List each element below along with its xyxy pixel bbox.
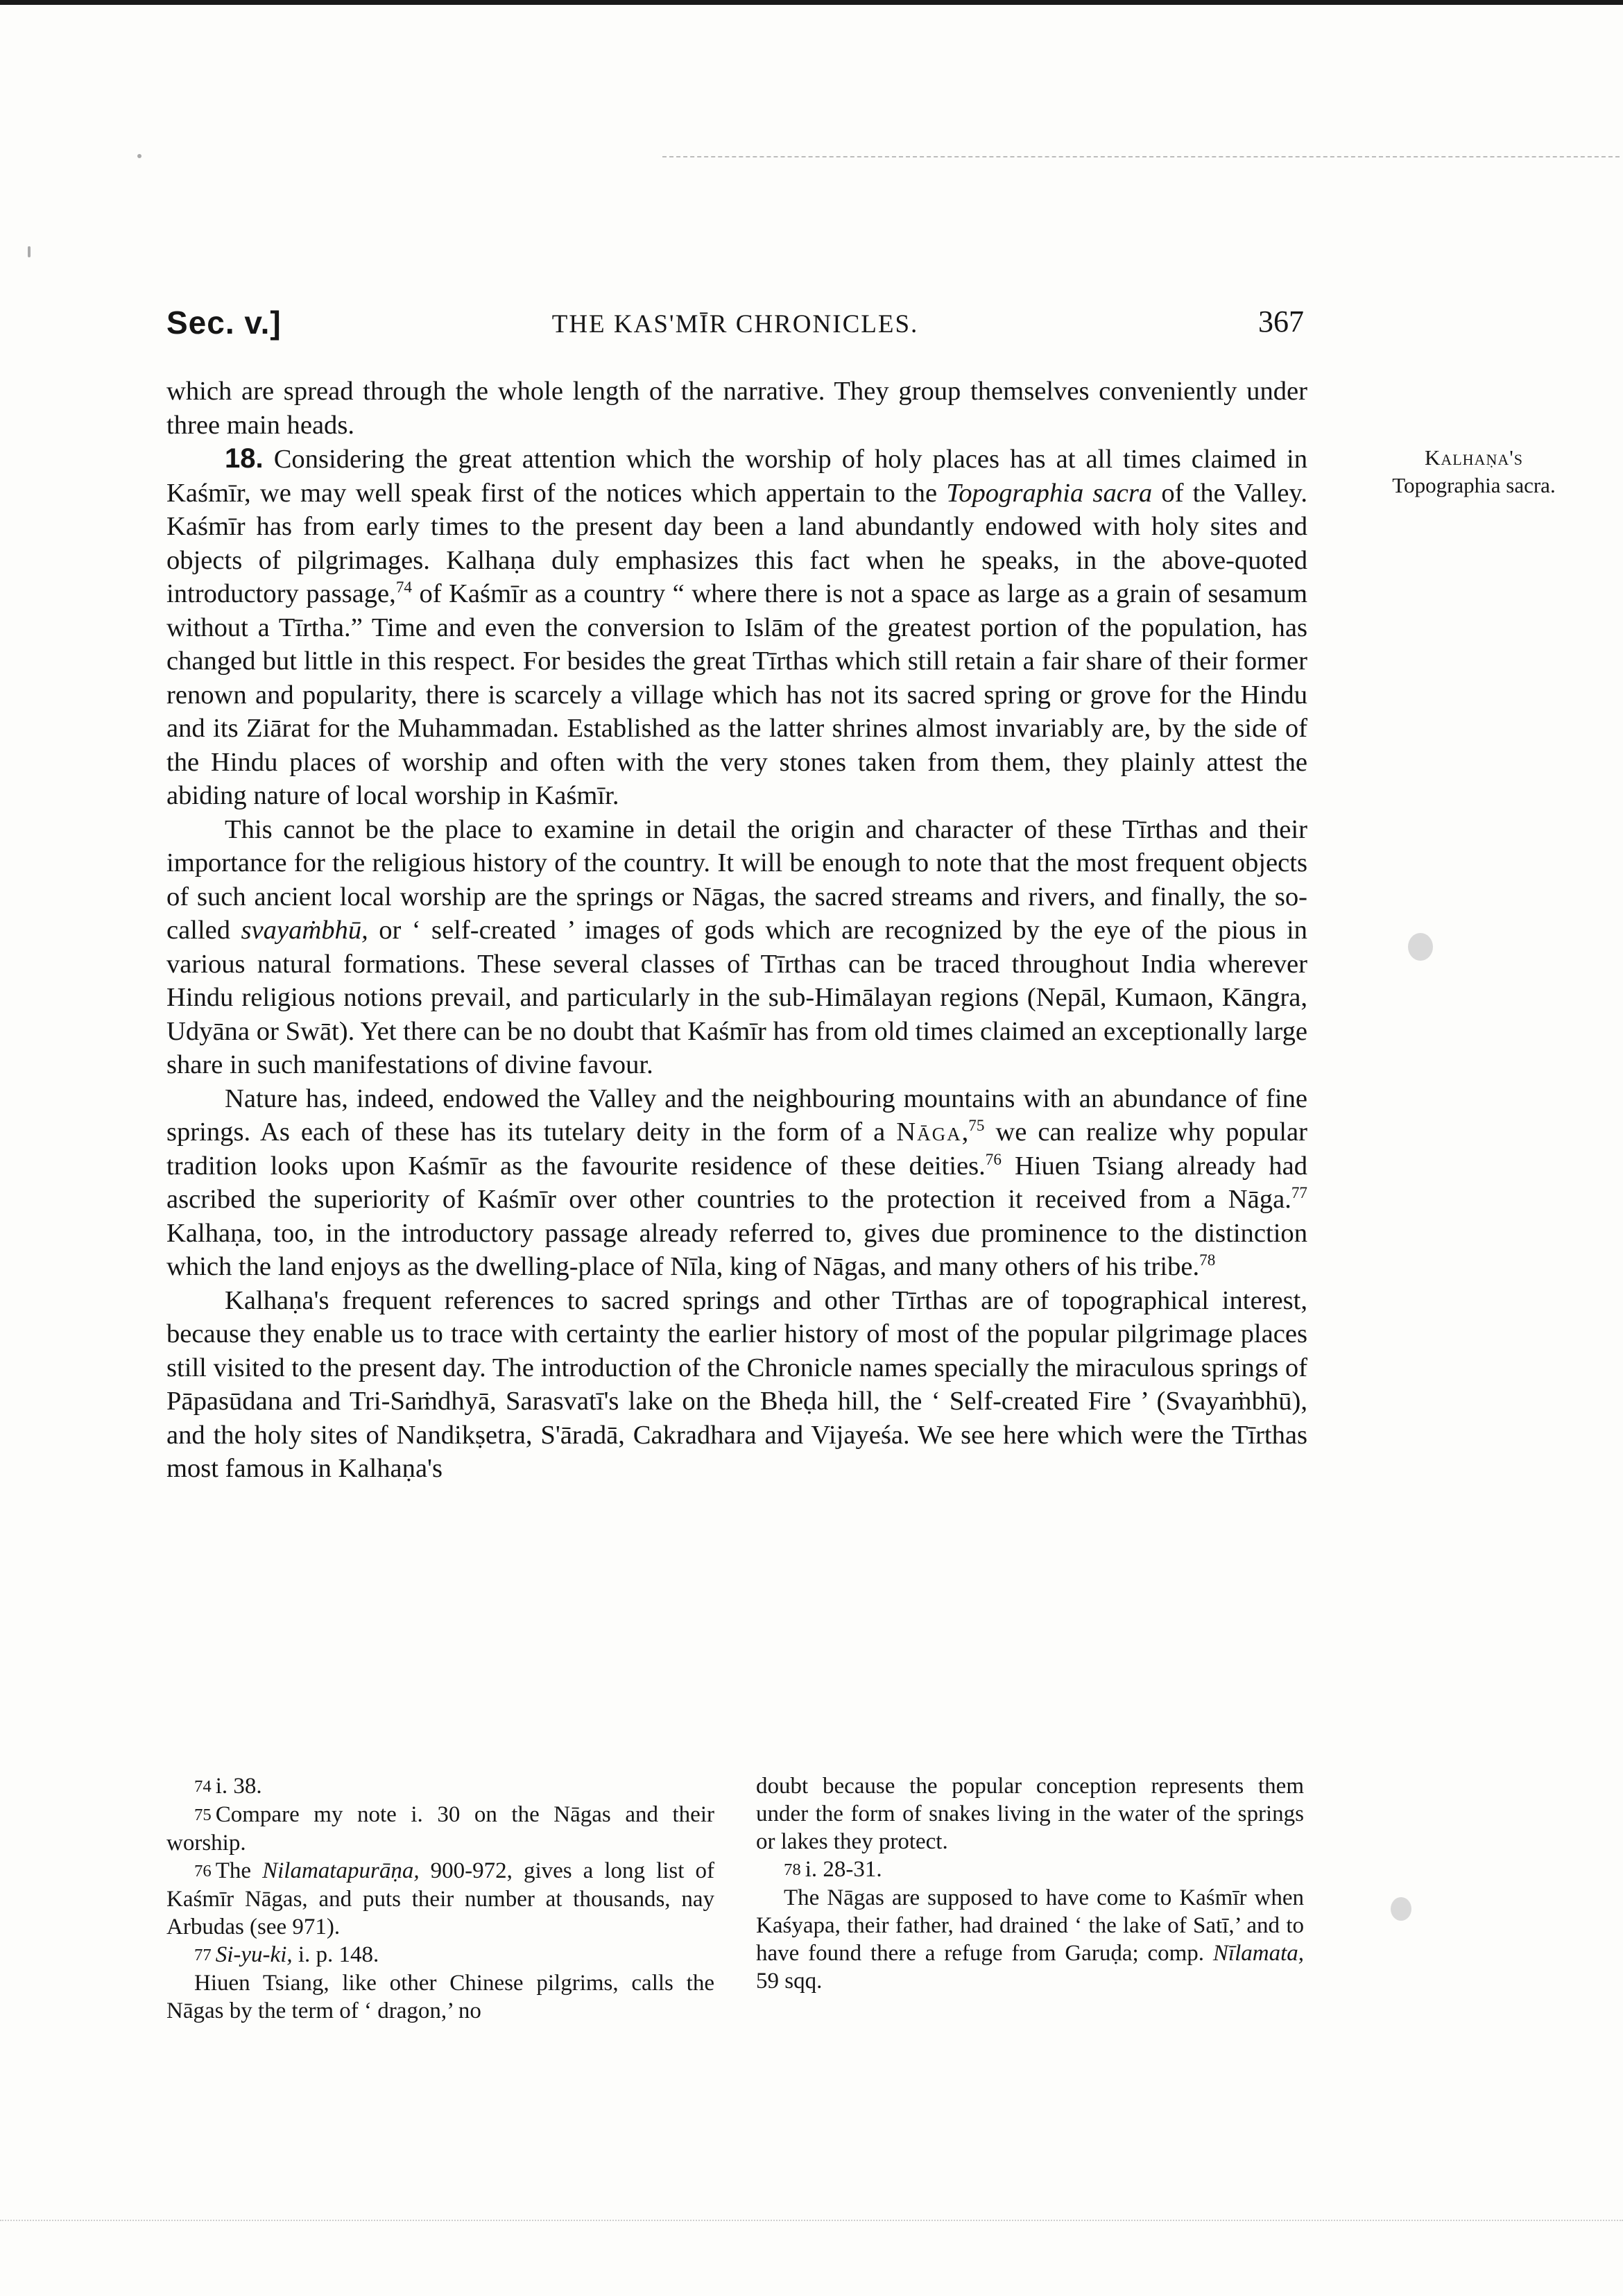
footnote-77-continued: Hiuen Tsiang, like other Chinese pilgrims, calls the Nāgas by the term of ‘ dragon,’ no	[166, 1971, 714, 2023]
footnote-77: 77 Si-yu-ki, i. p. 148.	[194, 1942, 379, 1967]
footnote-74: 74 i. 38.	[194, 1774, 262, 1799]
page-number: 367	[1258, 305, 1304, 339]
scan-speck	[1408, 933, 1433, 961]
paragraph: Kalhaṇa's frequent references to sacred springs and other Tīrthas are of topographical interest, because they enable us to trace with certainty the earlier history of most of the popular pilgrimage places still visited to the present day. The introduction of the Chronicle names specially the miraculous springs of Pāpasūdana and Tri-Saṁdhyā, Sarasvatī's lake on the Bheḍa hill, the ‘ Self-created Fire ’ (Svayaṁbhū), and the holy sites of Nandikṣetra, S'āradā, Cakradhara and Vijayeśa. We see here which were the Tīrthas most famous in Kalhaṇa's	[166, 1285, 1307, 1483]
running-title: THE KAS'MĪR CHRONICLES.	[551, 310, 919, 339]
footnotes-right-column	[756, 1772, 1304, 1995]
margin-note	[1325, 444, 1623, 499]
paragraph: This cannot be the place to examine in detail the origin and character of these Tīrthas and their importance for the religious history of the country. It will be enough to note that the most frequent objects of such ancient local worship are the springs or Nāgas, the sacred streams and rivers, and finally, the so-called svayaṁbhū, or ‘ self-created ’ images of gods which are recognized by the eye of the pious in various natural formations. These several classes of Tīrthas can be traced throughout India wherever Hindu religious notions prevail, and particularly in the sub-Himālayan regions (Nepāl, Kumaon, Kāngra, Udyāna or Swāt). Yet there can be no doubt that Kaśmīr has from old times claimed an exceptionally large share in such manifestations of divine favour.	[166, 814, 1307, 1079]
italic-term: svayaṁbhū,	[241, 916, 368, 945]
section-label: Sec. v.]	[166, 305, 282, 341]
footnote-76: 76 The Nilamatapurāṇa, 900-972, gives a long list of Kaśmīr Nāgas, and puts their number at thousands, nay Arbudas (see 971).	[166, 1858, 714, 1939]
footnote-ref: 76	[985, 1150, 1002, 1169]
scan-speck	[28, 246, 31, 257]
paragraph: Nature has, indeed, endowed the Valley and the neighbouring mountains with an abundance of fine springs. As each of these has its tutelary deity in the form of a Nāga,$^{75}$ we can realize why popular tradition looks upon Kaśmīr as the favourite residence of these deities.$^{76}$ Hiuen Tsiang already had ascribed the superiority of Kaśmīr over other countries to the protection it received from a Nāga.$^{77}$ Kalhaṇa, too, in the introductory passage already referred to, gives due prominence to the distinction which the land enjoys as the dwelling-place of Nīla, king of Nāgas, and many others of his tribe.$^{78}$	[166, 1083, 1308, 1281]
footnotes-left-column	[166, 1772, 714, 2025]
footnote-78: 78 i. 28-31.	[784, 1857, 882, 1882]
footnote-75: 75 Compare my note i. 30 on the Nāgas and their worship.	[166, 1802, 714, 1856]
running-header	[166, 304, 1304, 352]
scan-speck	[1391, 1897, 1411, 1921]
footnote-ref: 77	[1291, 1184, 1307, 1203]
page-top-edge	[0, 0, 1623, 5]
margin-note-subtitle: Topographia sacra.	[1392, 473, 1556, 497]
margin-note-title: Kalhaṇa's	[1424, 445, 1524, 470]
footnote-78-continued: The Nāgas are supposed to have come to Kaśmīr when Kaśyapa, their father, had drained ‘ the lake of Satī,’ and to have found there a refuge from Garuḍa; comp. Nīlamata, 59 sqq.	[756, 1885, 1304, 1994]
naga-term: Nāga	[896, 1117, 962, 1147]
paragraph-continuation: which are spread through the whole length of the narrative. They group themselves conveniently under three main heads.	[166, 377, 1307, 440]
paragraph-number: 18.	[225, 443, 264, 474]
footnote-ref: 78	[1199, 1251, 1216, 1270]
footnote-ref: 74	[395, 579, 412, 597]
scan-speck	[137, 154, 141, 158]
scan-bottom-rule	[0, 2220, 1623, 2221]
footnote-ref: 75	[968, 1117, 985, 1136]
scan-dashed-rule	[662, 156, 1620, 157]
main-text	[166, 375, 1307, 1486]
italic-term: Topographia sacra	[946, 478, 1153, 508]
footnote-77-end: doubt because the popular conception represents them under the form of snakes living in the water of the springs or lakes they protect.	[756, 1774, 1304, 1854]
paragraph-18: 18. Considering the great attention which the worship of holy places has at all times claimed in Kaśmīr, we may well speak first of the notices which appertain to the Topographia sacra of the Valley. Kaśmīr has from early times to the present day been a land abundantly endowed with holy sites and objects of pilgrimages. Kalhaṇa duly emphasizes this fact when he speaks, in the above-quoted introductory passage,$^{74}$ of Kaśmīr as a country “ where there is not a space as large as a grain of sesamum without a Tīrtha.” Time and even the conversion to Islām of the greatest portion of the population, has changed but little in this respect. For besides the great Tīrthas which still retain a fair share of their former renown and popularity, there is scarcely a village which has not its sacred spring or grove for the Hindu and its Ziārat for the Muhammadan. Established as the latter shrines almost invariably are, by the side of the Hindu places of worship and often with the very stones taken from them, they plainly attest the abiding nature of local worship in Kaśmīr.	[166, 443, 1307, 810]
